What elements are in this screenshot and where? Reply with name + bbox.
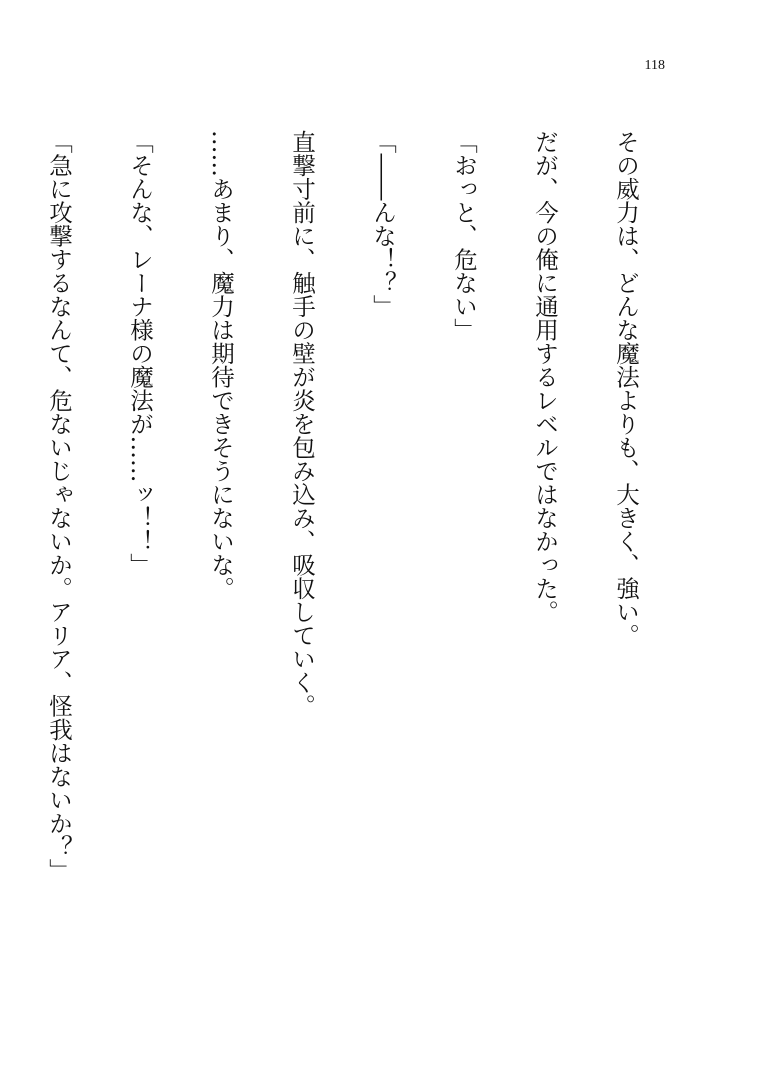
text-line: 「急に攻撃するなんて、危ないじゃないか。アリア、怪我はないか？」 bbox=[45, 130, 73, 882]
text-line: 「――んな！？」 bbox=[369, 130, 397, 318]
vertical-text-body bbox=[0, 130, 693, 990]
page-number: 118 bbox=[644, 58, 665, 73]
text-line: 「おっと、危ない」 bbox=[450, 130, 478, 342]
text-line: 直撃寸前に、触手の壁が炎を包み込み、吸収していく。 bbox=[288, 130, 316, 718]
text-line: 「そんな、レーナ様の魔法が……ッ！！」 bbox=[126, 130, 154, 577]
text-line: ……あまり、魔力は期待できそうにないな。 bbox=[207, 130, 235, 600]
text-line: その威力は、どんな魔法よりも、大きく、強い。 bbox=[612, 130, 640, 647]
text-line: だが、今の俺に通用するレベルではなかった。 bbox=[531, 130, 559, 624]
